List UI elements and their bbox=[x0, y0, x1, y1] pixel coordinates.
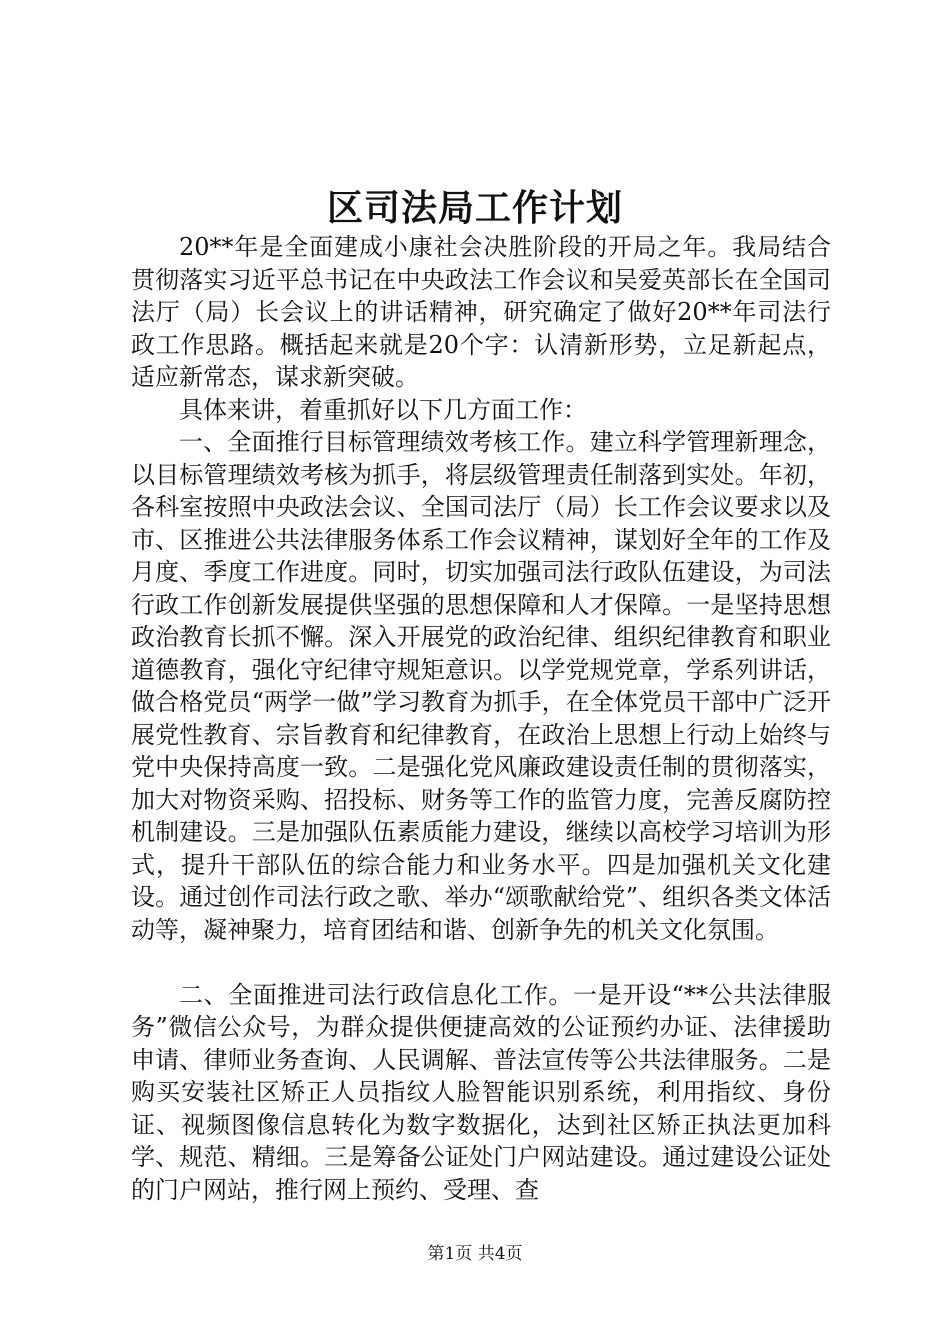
paragraph-section-1: 一、全面推行目标管理绩效考核工作。建立科学管理新理念，以目标管理绩效考核为抓手，将层级管理责任制落到实处。年初，各科室按照中央政法会议、全国司法厅（局）长工作会议要求以及市、区推进公共法律服务体系工作会议精神，谋划好全年的工作及月度、季度工作进度。同时，切实加强司法行政队伍建设，为司法行政工作创新发展提供坚强的思想保障和人才保障。一是坚持思想政治教育长抓不懈。深入开展党的政治纪律、组织纪律教育和职业道德教育，强化守纪律守规矩意识。以学党规党章，学系列讲话，做合格党员“两学一做”学习教育为抓手，在全体党员干部中广泛开展党性教育、宗旨教育和纪律教育，在政治上思想上行动上始终与党中央保持高度一致。二是强化党风廉政建设责任制的贯彻落实，加大对物资采购、招投标、财务等工作的监管力度，完善反腐防控机制建设。三是加强队伍素质能力建设，继续以高校学习培训为形式，提升干部队伍的综合能力和业务水平。四是加强机关文化建设。通过创作司法行政之歌、举办“颂歌献给党”、组织各类文体活动等，凝神聚力，培育团结和谐、创新争先的机关文化氛围。 bbox=[131, 428, 831, 944]
paragraph-overview: 具体来讲，着重抓好以下几方面工作： bbox=[179, 395, 587, 424]
paragraph-intro: 20**年是全面建成小康社会决胜阶段的开局之年。我局结合贯彻落实习近平总书记在中央政法工作会议和吴爱英部长在全国司法厅（局）长会议上的讲话精神，研究确定了做好20**年司法行政工作思路。概括起来就是20个字：认清新形势，立足新起点，适应新常态，谋求新突破。 bbox=[131, 233, 831, 391]
document-body bbox=[131, 231, 831, 1206]
paragraph-section-2: 二、全面推进司法行政信息化工作。一是开设“**公共法律服务”微信公众号，为群众提供便捷高效的公证预约办证、法律援助申请、律师业务查询、人民调解、普法宣传等公共法律服务。二是购买安装社区矫正人员指纹人脸智能识别系统，利用指纹、身份证、视频图像信息转化为数字数据化，达到社区矫正执法更加科学、规范、精细。三是筹备公证处门户网站建设。通过建设公证处的门户网站，推行网上预约、受理、查 bbox=[131, 980, 831, 1204]
page-number-footer: 第1页 共4页 bbox=[427, 1244, 523, 1264]
document-title: 区司法局工作计划 bbox=[326, 187, 623, 229]
